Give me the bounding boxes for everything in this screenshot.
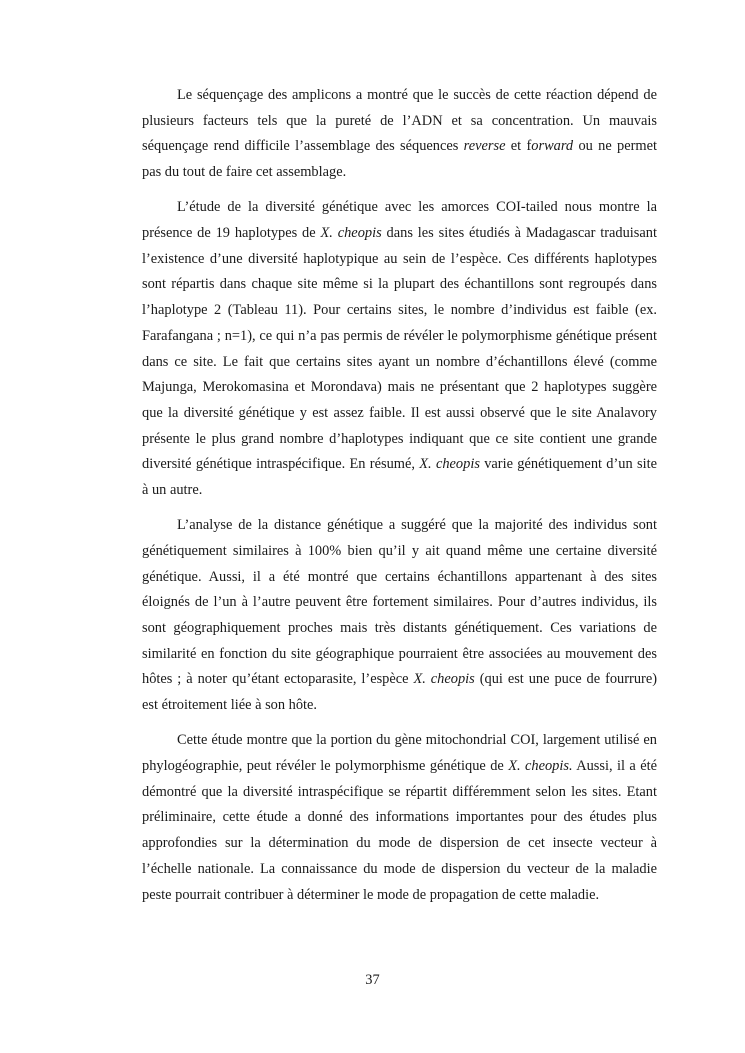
text-run: Aussi, il a été démontré que la diversité intraspécifique se répartit différemment selon les sites. Etant préliminaire, cette étude a donné des informations importantes pour des études plus approfondies sur la détermination du mode de dispersion de cet insecte vecteur à l’échelle nationale. La connaissance du mode de dispersion du vecteur de la maladie peste pourrait contribuer à déterminer le mode de propagation de cette maladie. (142, 758, 658, 903)
text-run: L’étude de la diversité génétique avec les amorces COI-tailed nous montre la présence de 19 haplotypes de (142, 199, 657, 242)
italic-run: X. cheopis. (508, 758, 573, 775)
italic-run: X. cheopis (419, 456, 480, 473)
italic-run: X. cheopis (413, 671, 475, 688)
text-run: varie génétiquement d’un site à un autre. (142, 456, 657, 499)
paragraph-genetic-distance (142, 513, 657, 719)
text-run: et f (505, 138, 532, 155)
italic-run: orward (531, 138, 574, 155)
text-run: (qui est une puce de fourrure) est étroitement liée à son hôte. (142, 671, 658, 714)
paragraph-conclusion (142, 728, 657, 908)
text-run: Le séquençage des amplicons a montré que le succès de cette réaction dépend de plusieurs facteurs tels que la pureté de l’ADN et sa concentration. Un mauvais séquençage rend difficile l’assemblage des séquences (142, 87, 657, 155)
italic-run: reverse (463, 138, 506, 155)
italic-run: X. cheopis (320, 225, 382, 242)
page-number: 37 (365, 972, 380, 988)
text-run: dans les sites étudiés à Madagascar traduisant l’existence d’une diversité haplotypique au sein de l’espèce. Ces différents haplotypes sont répartis dans chaque site même si la plupart des échantillons sont regroupés dans l’haplotype 2 (Tableau 11). Pour certains sites, le nombre d’individus est faible (ex. Farafangana ; n=1), ce qui n’a pas permis de révéler le polymorphisme génétique présent dans ce site. Le fait que certains sites ayant un nombre d’échantillons élevé (comme Majunga, Merokomasina et Morondava) mais ne présentant que 2 haplotypes suggère que la diversité génétique y est assez faible. Il est aussi observé que le site Analavory présente le plus grand nombre d’haplotypes indiquant que ce site contient une grande diversité génétique intraspécifique. En résumé, (142, 225, 657, 473)
text-run: Cette étude montre que la portion du gène mitochondrial COI, largement utilisé en phylogéographie, peut révéler le polymorphisme génétique de (142, 732, 657, 775)
text-run: L’analyse de la distance génétique a suggéré que la majorité des individus sont génétiquement similaires à 100% bien qu’il y ait quand même une certaine diversité génétique. Aussi, il a été montré que certains échantillons appartenant à des sites éloignés de l’un à l’autre peuvent être fortement similaires. Pour d’autres individus, ils sont géographiquement proches mais très distants génétiquement. Ces variations de similarité en fonction du site géographique pourraient être associées au mouvement des hôtes ; à noter qu’étant ectoparasite, l’espèce (142, 517, 657, 688)
text-run: ou ne permet pas du tout de faire cet assemblage. (142, 138, 657, 181)
paragraph-haplotype-diversity (142, 195, 657, 503)
body-text (142, 83, 657, 908)
paragraph-sequencing (142, 83, 657, 186)
